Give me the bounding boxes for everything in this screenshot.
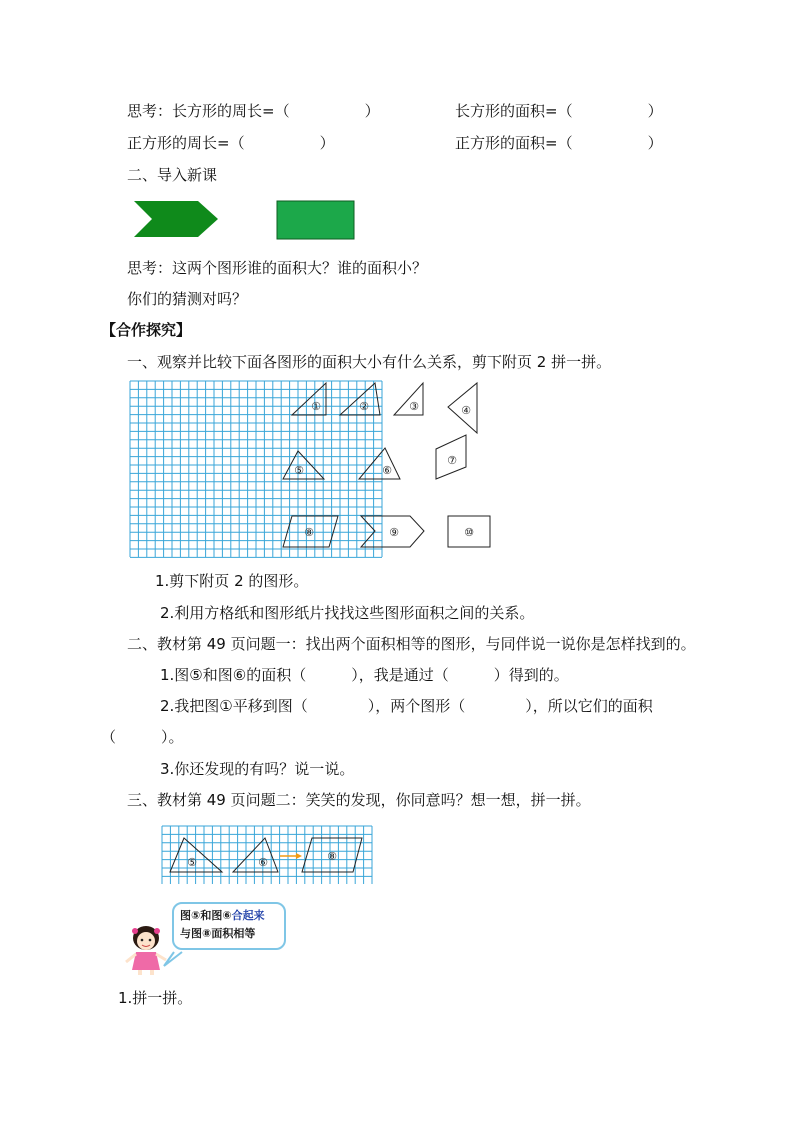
explore-title: 【合作探究】 [101, 321, 192, 339]
bubble-text-1: 图⑤和图⑥ [180, 909, 232, 922]
green-rectangle-shape [277, 201, 354, 239]
label-5: ⑤ [187, 856, 197, 869]
intro-question-1: 思考：这两个图形谁的面积大？谁的面积小？ [127, 259, 428, 277]
step-2-2: 2.我把图①平移到图（ ），两个图形（ ），所以它们的面积 [160, 697, 653, 715]
bubble-text-2: 与图⑧面积相等 [180, 927, 256, 940]
step-1-2: 2.利用方格纸和图形纸片找找这些图形面积之间的关系。 [160, 604, 535, 622]
intro-question-2: 你们的猜测对吗？ [127, 290, 248, 308]
bubble-text-highlight: 合起来 [231, 909, 265, 922]
grid-figure-1 [130, 381, 474, 559]
label-9: ⑨ [389, 526, 399, 539]
square-perimeter-question: 正方形的周长=（ ） [127, 134, 335, 152]
label-8: ⑧ [327, 850, 337, 863]
rect-area-question: 长方形的面积=（ ） [455, 102, 663, 120]
task-1: 一、观察并比较下面各图形的面积大小有什么关系，剪下附页 2 拼一拼。 [127, 353, 612, 371]
label-7: ⑦ [447, 454, 457, 467]
square-area-question: 正方形的面积=（ ） [455, 134, 663, 152]
green-arrow-shape [134, 201, 218, 237]
label-10: ⑩ [464, 526, 474, 539]
label-5: ⑤ [294, 464, 304, 477]
step-1-1: 1.剪下附页 2 的图形。 [155, 572, 309, 590]
label-6: ⑥ [382, 464, 392, 477]
bubble-tail [160, 950, 190, 970]
arrow-icon [280, 853, 302, 859]
step-3-1: 1.拼一拼。 [118, 989, 193, 1007]
section-intro-heading: 二、导入新课 [127, 166, 218, 184]
grid-figure-2 [162, 826, 374, 886]
label-3: ③ [409, 400, 419, 413]
label-6: ⑥ [258, 856, 268, 869]
label-4: ④ [461, 404, 471, 417]
intro-shapes [130, 198, 360, 242]
grid1-label-group [294, 400, 474, 539]
label-1: ① [311, 400, 321, 413]
task-2: 二、教材第 49 页问题一：找出两个面积相等的图形，与同伴说一说你是怎样找到的。 [127, 635, 696, 653]
step-2-3: 3.你还发现的有吗？说一说。 [160, 760, 355, 778]
task-3: 三、教材第 49 页问题二：笑笑的发现，你同意吗？想一想，拼一拼。 [127, 791, 591, 809]
rect-perimeter-question: 思考：长方形的周长=（ ） [127, 102, 380, 120]
grid-lines [162, 826, 372, 884]
step-2-2-continued: （ ）。 [101, 728, 184, 746]
label-2: ② [359, 400, 369, 413]
grid-lines [130, 381, 382, 557]
label-8: ⑧ [304, 526, 314, 539]
step-2-1: 1.图⑤和图⑥的面积（ ），我是通过（ ）得到的。 [160, 666, 569, 684]
speech-bubble [172, 902, 286, 950]
